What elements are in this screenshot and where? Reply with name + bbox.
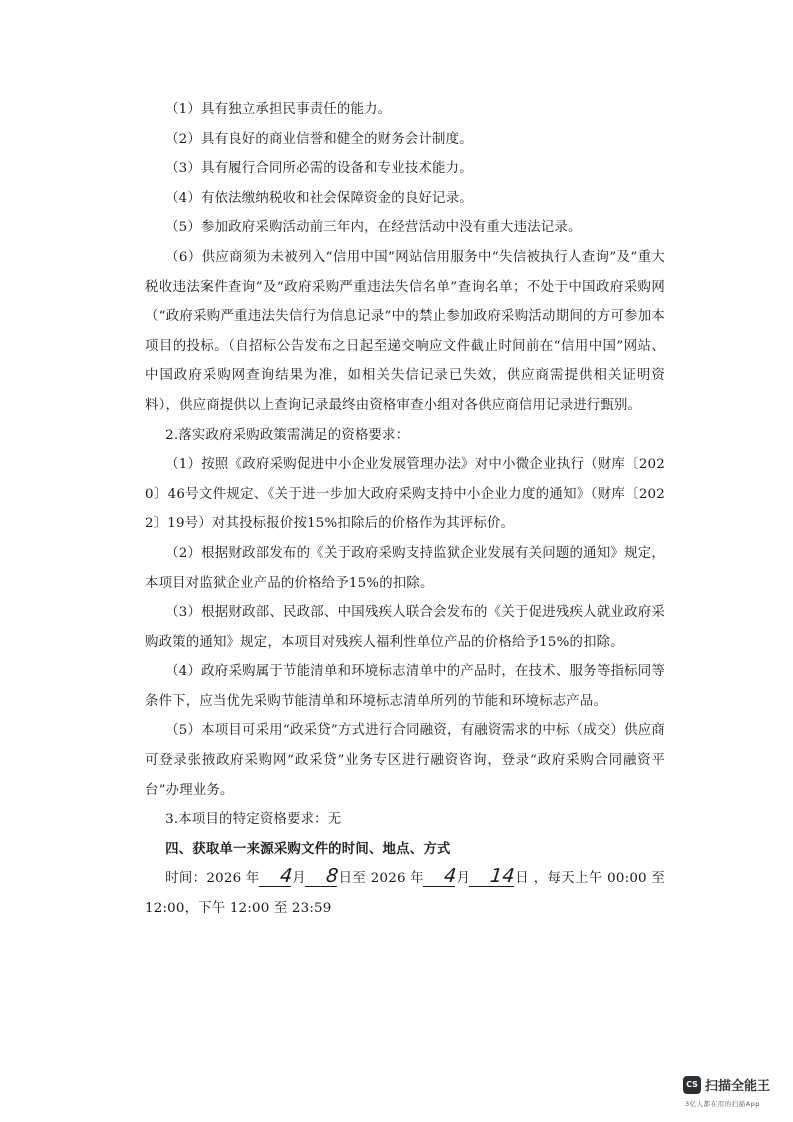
time-mid: 日至 2026 年 bbox=[338, 871, 425, 887]
policy-item-5: （5）本项目可采用“政采贷”方式进行合同融资，有融资需求的中标（成交）供应商可登录张掖政府采购网“政采贷”业务专区进行融资咨询，登录“政府采购合同融资平台”办理业务。 bbox=[145, 723, 665, 798]
policy-item-1: （1）按照《政府采购促进中小企业发展管理办法》对中小微企业执行（财库〔2020〕46号文件规定、《关于进一步加大政府采购支持中小企业力度的通知》（财库〔2022〕19号）对其投标报价按15%扣除后的价格作为其评标价。 bbox=[145, 457, 665, 532]
policy-heading: 2.落实政府采购政策需满足的资格要求： bbox=[165, 427, 410, 443]
policy-item-4: （4）政府采购属于节能清单和环境标志清单中的产品时，在技术、服务等指标同等条件下，应当优先采购节能清单和环境标志清单所列的节能和环境标志产品。 bbox=[145, 664, 665, 709]
handwritten-start-day: 8 bbox=[305, 866, 340, 887]
requirement-item-6: （6）供应商须为未被列入“信用中国”网站信用服务中“失信被执行人查询”及“重大税收违法案件查询”及“政府采购严重违法失信名单”查询名单；不处于中国政府采购网（“政府采购严重违法失信行为信息记录”中的禁止参加政府采购活动期间的方可参加本项目的投标。（自招标公告发布之日起至递交响应文件截止时间前在“信用中国”网站、中国政府采购网查询结果为准，如相关失信记录已失效，供应商需提供相关证明资料），供应商提供以上查询记录最终由资格审查小组对各供应商信用记录进行甄别。 bbox=[145, 249, 665, 413]
month-label-1: 月 bbox=[292, 871, 307, 887]
requirement-item-3: （3）具有履行合同所必需的设备和专业技术能力。 bbox=[165, 161, 473, 177]
policy-item-3: （3）根据财政部、民政部、中国残疾人联合会发布的《关于促进残疾人就业政府采购政策的通知》规定，本项目对残疾人福利性单位产品的价格给予15%的扣除。 bbox=[145, 605, 665, 650]
requirement-item-1: （1）具有独立承担民事责任的能力。 bbox=[165, 102, 392, 117]
handwritten-start-month: 4 bbox=[259, 866, 294, 887]
time-prefix: 时间：2026 年 bbox=[165, 871, 260, 887]
time-suffix: 日 ，每天上午 00:00 至 12:00，下午 12:00 至 23:59 bbox=[145, 871, 666, 917]
handwritten-end-day: 14 bbox=[469, 866, 516, 887]
watermark-subtitle: 3亿人都在用的扫描App bbox=[685, 1100, 760, 1108]
requirement-item-2: （2）具有良好的商业信誉和健全的财务会计制度。 bbox=[165, 131, 473, 147]
time-line bbox=[145, 864, 665, 923]
month-label-2: 月 bbox=[456, 871, 471, 887]
requirement-item-5: （5）参加政府采购活动前三年内，在经营活动中没有重大违法记录。 bbox=[165, 220, 582, 236]
section-heading: 四、获取单一来源采购文件的时间、地点、方式 bbox=[165, 840, 451, 857]
specific-requirements: 3.本项目的特定资格要求：无 bbox=[165, 812, 342, 828]
policy-item-2: （2）根据财政部发布的《关于政府采购支持监狱企业发展有关问题的通知》规定，本项目对监狱企业产品的价格给予15%的扣除。 bbox=[145, 545, 665, 591]
camscanner-logo-icon: CS bbox=[683, 1076, 701, 1094]
document-body bbox=[145, 95, 665, 924]
watermark-title: 扫描全能王 bbox=[705, 1079, 771, 1094]
scanner-watermark bbox=[683, 1074, 783, 1114]
handwritten-end-month: 4 bbox=[423, 866, 458, 887]
requirement-item-4: （4）有依法缴纳税收和社会保障资金的良好记录。 bbox=[165, 190, 473, 206]
